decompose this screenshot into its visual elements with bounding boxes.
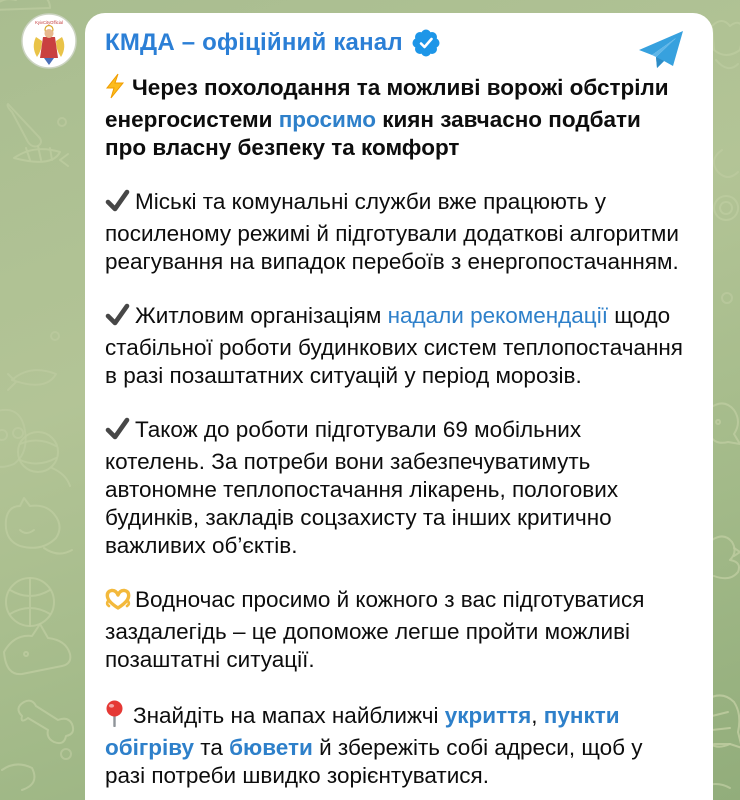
paragraph-services (105, 188, 687, 276)
paragraph-text: , (531, 703, 544, 728)
verified-badge-icon (412, 29, 440, 57)
post-header (105, 29, 687, 57)
link-water-pumps[interactable]: бювети (229, 735, 313, 760)
paragraph-text: Житловим організаціям (135, 303, 388, 328)
channel-name[interactable]: КМДА – офіційний канал (105, 29, 403, 56)
link-shelters[interactable]: укриття (444, 703, 532, 728)
paragraph-text: Також до роботи підготували 69 мобільних котелень. За потреби вони забезпечуватимуть автономне теплопостачання лікарень, пологових будинків, закладів соцзахисту та інших критично важливих об’єктів. (105, 417, 619, 558)
paragraph-maps (105, 700, 687, 790)
avatar-caption: KyivCityOfficial (35, 20, 63, 25)
message-text (105, 73, 687, 790)
message-bubble (85, 13, 713, 800)
lightning-emoji (105, 73, 125, 106)
telegram-plane-icon[interactable] (637, 29, 685, 74)
link-recommendations[interactable]: надали рекомендації (387, 303, 608, 328)
paragraph-text: киян завчасно подбати про власну безпеку та комфорт (105, 107, 641, 160)
paragraph-text: та (194, 735, 230, 760)
paragraph-text: Водночас просимо й кожного з вас підготуватися заздалегідь – це допоможе легше пройти можливі позаштатні ситуації. (105, 587, 645, 672)
paragraph-text: щодо стабільної роботи будинкових систем теплопостачання в разі позаштатних ситуацій у період морозів. (105, 303, 683, 388)
paragraph-text: Міські та комунальні служби вже працюють у посиленому режимі й підготували додаткові алгоритми реагування на випадок перебоїв з енергопостачанням. (105, 189, 679, 274)
link-prosymo[interactable]: просимо (278, 107, 376, 132)
round-pushpin-emoji (105, 700, 124, 734)
paragraph-text: й збережіть собі адреси, щоб у разі потреби швидко зорієнтуватися. (105, 735, 643, 788)
heart-hands-emoji (105, 587, 131, 618)
avatar[interactable] (21, 13, 77, 69)
check-emoji (105, 417, 130, 448)
check-emoji (105, 303, 130, 334)
paragraph-text: Через похолодання та можливі ворожі обстріли енергосистеми (105, 75, 669, 132)
paragraph-warning (105, 73, 687, 162)
paragraph-boilers (105, 416, 687, 560)
paragraph-housing (105, 302, 687, 390)
link-heating-points[interactable]: пункти обігріву (105, 703, 620, 760)
paragraph-prepare (105, 586, 687, 674)
check-emoji (105, 189, 130, 220)
paragraph-text: Знайдіть на мапах найближчі (133, 703, 445, 728)
